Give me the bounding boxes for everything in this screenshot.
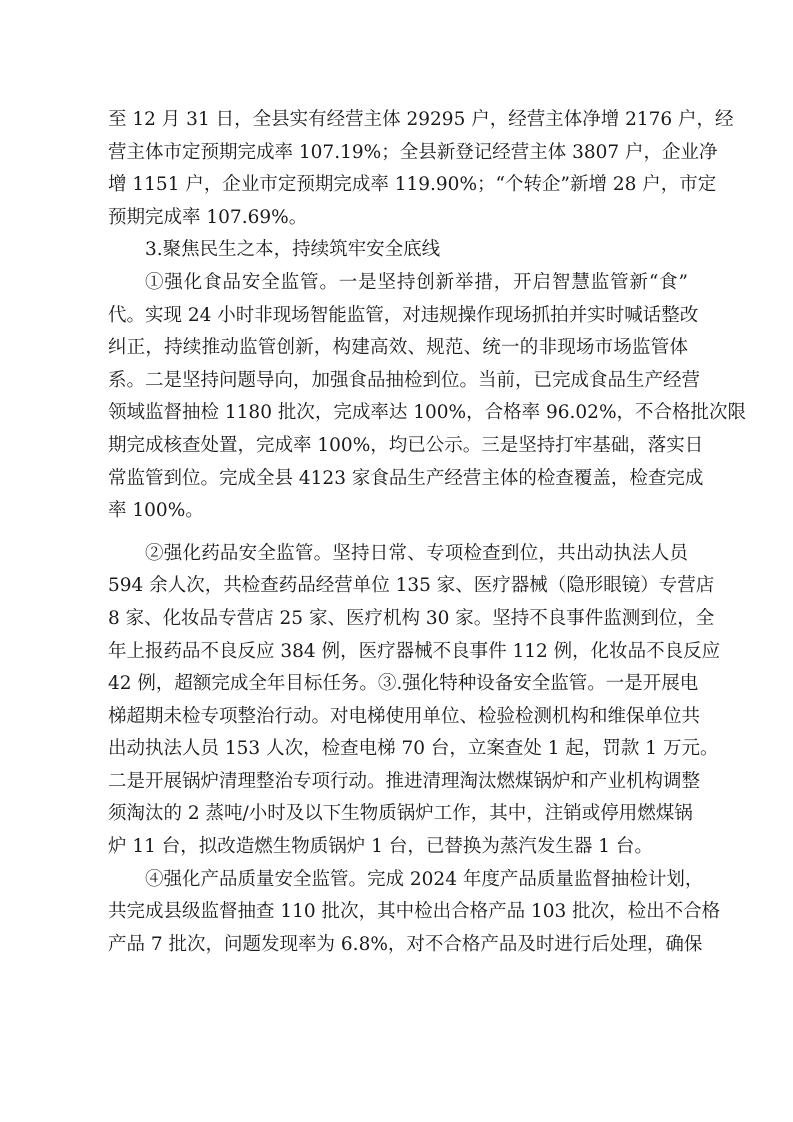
text-line: 594 余人次，共检查药品经营单位 135 家、医疗器械（隐形眼镜）专营店 xyxy=(108,575,715,597)
text-line: 须淘汰的 2 蒸吨/小时及以下生物质锅炉工作，其中，注销或停用燃煤锅 xyxy=(108,803,693,825)
paragraph-food-safety xyxy=(108,267,747,528)
text-line: 至 12 月 31 日，全县实有经营主体 29295 户，经营主体净增 2176 户，经 xyxy=(108,109,734,130)
paragraph-product-quality xyxy=(108,864,721,962)
heading-line: 3.聚焦民生之本，持续筑牢安全底线 xyxy=(145,239,441,261)
text-line: 预期完成率 107.69%。 xyxy=(108,206,308,228)
paragraph-spacer xyxy=(108,528,688,538)
text-line: 出动执法人员 153 人次，检查电梯 70 台，立案查处 1 起，罚款 1 万元。 xyxy=(108,738,719,760)
text-line: 常监管到位。完成全县 4123 家食品生产经营主体的检查覆盖，检查完成 xyxy=(108,467,704,489)
text-line: 产品 7 批次，问题发现率为 6.8%，对不合格产品及时进行后处理，确保 xyxy=(108,933,703,955)
text-line: ①强化食品安全监管。一是坚持创新举措，开启智慧监管新“食” xyxy=(145,271,688,293)
text-line: 增 1151 户，企业市定预期完成率 119.90%；“个转企”新增 28 户，市定 xyxy=(108,174,717,196)
text-line: ④强化产品质量安全监管。完成 2024 年度产品质量监督抽检计划， xyxy=(145,868,704,890)
text-line: 系。二是坚持问题导向，加强食品抽检到位。当前，已完成食品生产经营 xyxy=(108,369,701,391)
text-line: 共完成县级监督抽查 110 批次，其中检出合格产品 103 批次，检出不合格 xyxy=(108,901,721,923)
text-line: 42 例，超额完成全年目标任务。③.强化特种设备安全监管。一是开展电 xyxy=(108,673,699,695)
document-body xyxy=(108,104,747,961)
text-line: 领域监督抽检 1180 批次，完成率达 100%，合格率 96.02%，不合格批次限 xyxy=(108,402,747,424)
text-line: 炉 11 台，拟改造燃生物质锅炉 1 台，已替换为蒸汽发生器 1 台。 xyxy=(108,836,653,858)
text-line: 期完成核查处置，完成率 100%，均已公示。三是坚持打牢基础，落实日 xyxy=(108,434,704,456)
text-line: 营主体市定预期完成率 107.19%；全县新登记经营主体 3807 户，企业净 xyxy=(108,141,718,163)
text-line: 梯超期未检专项整治行动。对电梯使用单位、检验检测机构和维保单位共 xyxy=(108,705,701,727)
text-line: 8 家、化妆品专营店 25 家、医疗机构 30 家。坚持不良事件监测到位，全 xyxy=(108,607,715,629)
paragraph-drug-safety xyxy=(108,538,721,864)
text-line: 年上报药品不良反应 384 例，医疗器械不良事件 112 例，化妆品不良反应 xyxy=(108,640,721,662)
text-line: 二是开展锅炉清理整治专项行动。推进清理淘汰燃煤锅炉和产业机构调整 xyxy=(108,770,701,792)
section-heading xyxy=(108,234,688,267)
text-line: 率 100%。 xyxy=(108,500,204,522)
text-line: ②强化药品安全监管。坚持日常、专项检查到位，共出动执法人员 xyxy=(145,542,688,564)
text-line: 代。实现 24 小时非现场智能监管，对违规操作现场抓拍并实时喊话整改 xyxy=(108,304,699,326)
text-line: 纠正，持续推动监管创新，构建高效、规范、统一的非现场市场监管体 xyxy=(108,337,688,359)
paragraph-market-entities xyxy=(108,104,734,234)
